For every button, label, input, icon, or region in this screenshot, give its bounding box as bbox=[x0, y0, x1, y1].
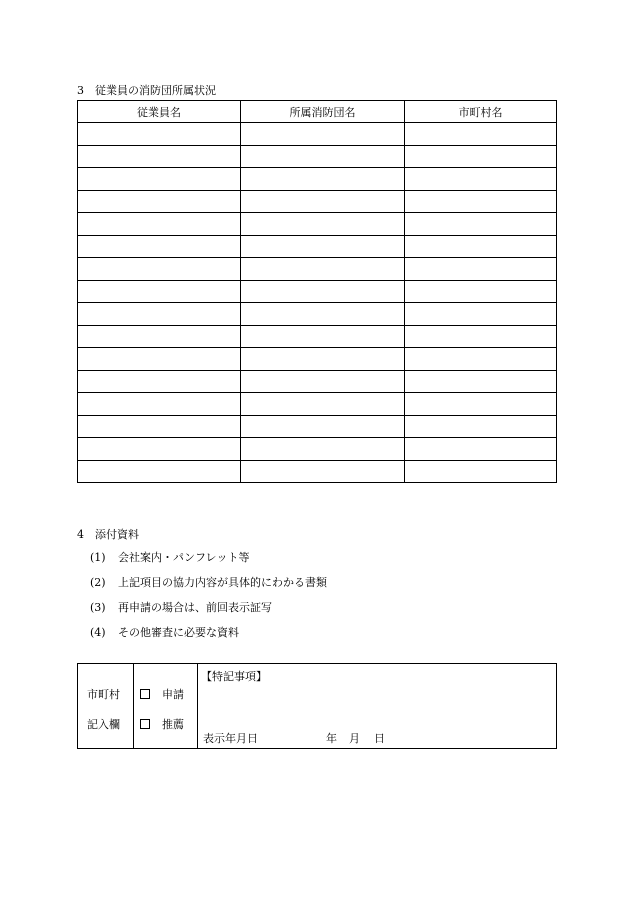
employee-name-cell[interactable] bbox=[78, 190, 241, 213]
table-row bbox=[78, 460, 557, 483]
member-table bbox=[77, 100, 557, 483]
table-row bbox=[78, 123, 557, 146]
employee-name-cell[interactable] bbox=[78, 460, 241, 483]
fire-brigade-cell[interactable] bbox=[241, 145, 405, 168]
display-date-line bbox=[203, 730, 385, 746]
attachment-item-text: 再申請の場合は、前回表示証写 bbox=[118, 601, 272, 614]
notes-title: 【特記事項】 bbox=[201, 670, 267, 683]
member-table-header-row bbox=[78, 101, 557, 123]
employee-name-cell[interactable] bbox=[78, 258, 241, 281]
column-header-fire-brigade: 所属消防団名 bbox=[241, 101, 405, 123]
municipality-cell[interactable] bbox=[405, 145, 557, 168]
table-row bbox=[78, 303, 557, 326]
attachment-item-text: 上記項目の協力内容が具体的にわかる書類 bbox=[118, 576, 327, 589]
table-row bbox=[78, 348, 557, 371]
fire-brigade-cell[interactable] bbox=[241, 303, 405, 326]
municipality-cell[interactable] bbox=[405, 258, 557, 281]
attachment-item bbox=[90, 625, 327, 650]
employee-name-cell[interactable] bbox=[78, 370, 241, 393]
table-row bbox=[78, 190, 557, 213]
employee-name-cell[interactable] bbox=[78, 145, 241, 168]
table-row bbox=[78, 325, 557, 348]
attachment-item-number: (1) bbox=[90, 551, 106, 564]
option-apply-label: 申請 bbox=[162, 688, 184, 701]
employee-name-cell[interactable] bbox=[78, 325, 241, 348]
municipality-cell[interactable] bbox=[405, 370, 557, 393]
recommend-checkbox[interactable] bbox=[140, 719, 150, 729]
section4-title: 4 添付資料 bbox=[77, 528, 139, 541]
table-row bbox=[78, 415, 557, 438]
attachment-item-number: (4) bbox=[90, 626, 106, 639]
attachment-item-text: その他審査に必要な資料 bbox=[118, 626, 239, 639]
option-recommend[interactable] bbox=[140, 716, 184, 732]
municipality-cell[interactable] bbox=[405, 460, 557, 483]
municipality-cell[interactable] bbox=[405, 348, 557, 371]
employee-name-cell[interactable] bbox=[78, 235, 241, 258]
employee-name-cell[interactable] bbox=[78, 168, 241, 191]
column-header-employee-name: 従業員名 bbox=[78, 101, 241, 123]
employee-name-cell[interactable] bbox=[78, 415, 241, 438]
attachment-item bbox=[90, 550, 327, 575]
fire-brigade-cell[interactable] bbox=[241, 213, 405, 236]
municipality-cell[interactable] bbox=[405, 280, 557, 303]
table-row bbox=[78, 258, 557, 281]
table-row bbox=[78, 280, 557, 303]
municipality-cell[interactable] bbox=[405, 168, 557, 191]
fire-brigade-cell[interactable] bbox=[241, 280, 405, 303]
municipal-entry-box bbox=[77, 663, 557, 749]
municipal-label-cell bbox=[78, 664, 134, 748]
municipality-cell[interactable] bbox=[405, 303, 557, 326]
municipality-cell[interactable] bbox=[405, 438, 557, 461]
notes-cell bbox=[198, 664, 556, 748]
fire-brigade-cell[interactable] bbox=[241, 415, 405, 438]
municipality-cell[interactable] bbox=[405, 415, 557, 438]
fire-brigade-cell[interactable] bbox=[241, 190, 405, 213]
municipality-cell[interactable] bbox=[405, 393, 557, 416]
application-type-cell bbox=[134, 664, 198, 748]
attachment-item bbox=[90, 600, 327, 625]
table-row bbox=[78, 145, 557, 168]
municipality-cell[interactable] bbox=[405, 213, 557, 236]
attachment-item-number: (2) bbox=[90, 576, 106, 589]
municipality-cell[interactable] bbox=[405, 235, 557, 258]
attachment-item-text: 会社案内・パンフレット等 bbox=[118, 551, 250, 564]
fire-brigade-cell[interactable] bbox=[241, 123, 405, 146]
apply-checkbox[interactable] bbox=[140, 689, 150, 699]
fire-brigade-cell[interactable] bbox=[241, 235, 405, 258]
table-row bbox=[78, 213, 557, 236]
attachment-item bbox=[90, 575, 327, 600]
employee-name-cell[interactable] bbox=[78, 213, 241, 236]
municipal-label-line2: 記入欄 bbox=[87, 718, 120, 731]
table-row bbox=[78, 168, 557, 191]
fire-brigade-cell[interactable] bbox=[241, 258, 405, 281]
fire-brigade-cell[interactable] bbox=[241, 325, 405, 348]
table-row bbox=[78, 235, 557, 258]
date-day-label: 日 bbox=[374, 732, 385, 745]
municipality-cell[interactable] bbox=[405, 190, 557, 213]
fire-brigade-cell[interactable] bbox=[241, 348, 405, 371]
fire-brigade-cell[interactable] bbox=[241, 393, 405, 416]
employee-name-cell[interactable] bbox=[78, 348, 241, 371]
table-row bbox=[78, 393, 557, 416]
municipality-cell[interactable] bbox=[405, 325, 557, 348]
table-row bbox=[78, 438, 557, 461]
member-table-body bbox=[78, 123, 557, 483]
municipal-label-line1: 市町村 bbox=[87, 688, 120, 701]
attachment-list bbox=[90, 550, 327, 650]
display-date-label: 表示年月日 bbox=[203, 732, 258, 745]
employee-name-cell[interactable] bbox=[78, 280, 241, 303]
fire-brigade-cell[interactable] bbox=[241, 438, 405, 461]
employee-name-cell[interactable] bbox=[78, 123, 241, 146]
fire-brigade-cell[interactable] bbox=[241, 460, 405, 483]
employee-name-cell[interactable] bbox=[78, 303, 241, 326]
option-recommend-label: 推薦 bbox=[162, 718, 184, 731]
fire-brigade-cell[interactable] bbox=[241, 168, 405, 191]
option-apply[interactable] bbox=[140, 686, 184, 702]
employee-name-cell[interactable] bbox=[78, 393, 241, 416]
date-year-label: 年 bbox=[326, 732, 337, 745]
municipality-cell[interactable] bbox=[405, 123, 557, 146]
column-header-municipality: 市町村名 bbox=[405, 101, 557, 123]
section3-title: 3 従業員の消防団所属状況 bbox=[77, 84, 216, 97]
attachment-item-number: (3) bbox=[90, 601, 106, 614]
employee-name-cell[interactable] bbox=[78, 438, 241, 461]
table-row bbox=[78, 370, 557, 393]
fire-brigade-cell[interactable] bbox=[241, 370, 405, 393]
date-month-label: 月 bbox=[349, 732, 360, 745]
